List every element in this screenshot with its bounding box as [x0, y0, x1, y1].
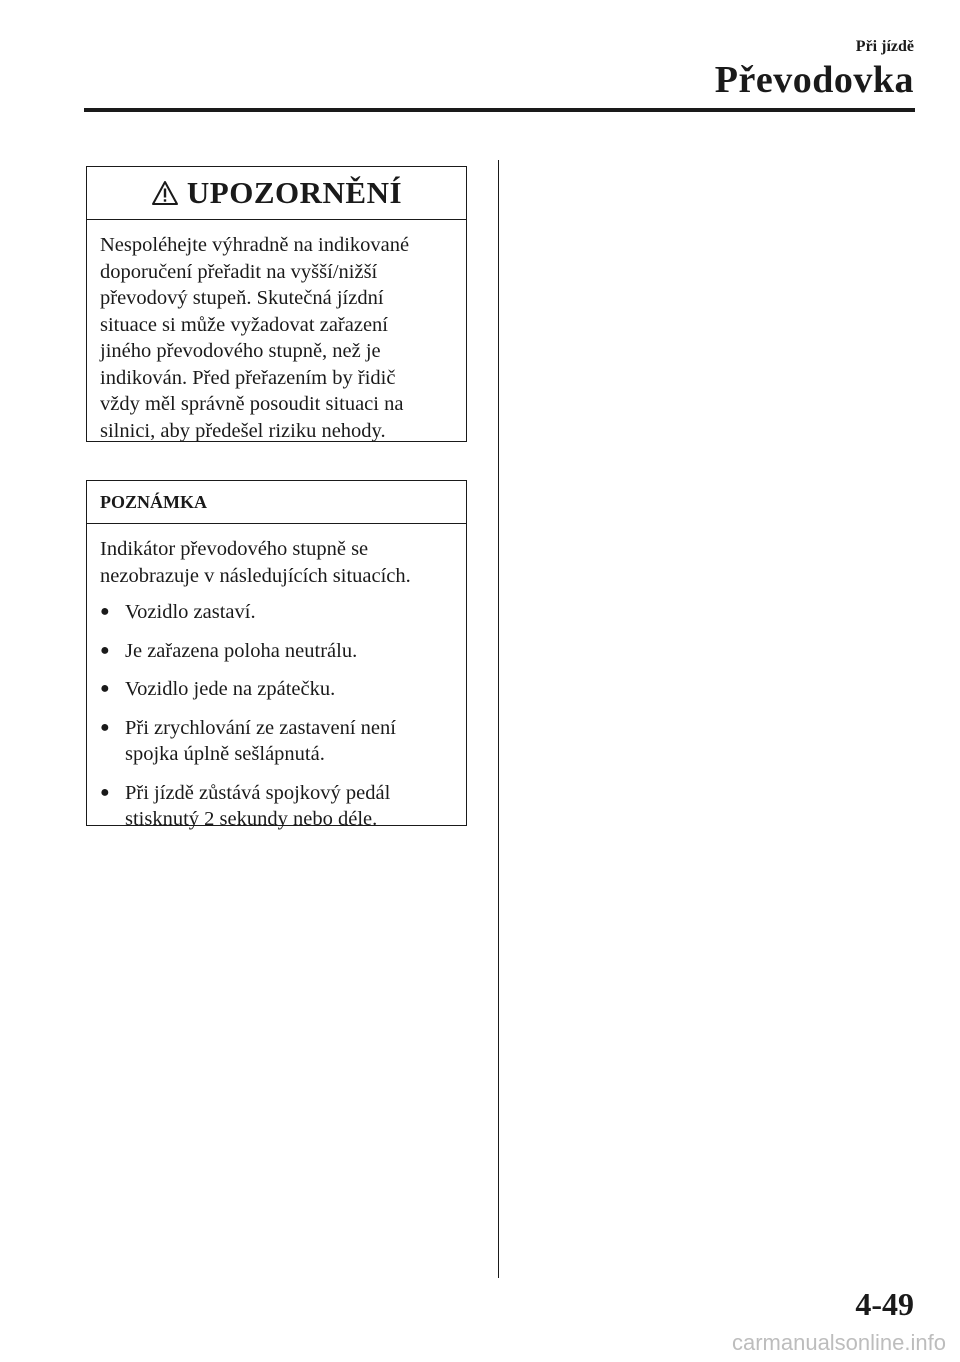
list-item-text [125, 780, 390, 833]
list-item-text [125, 599, 256, 626]
warning-text-line: jiného převodového stupně, než je [100, 340, 381, 362]
bullet-icon: ● [100, 680, 110, 697]
warning-text-line: Nespoléhejte výhradně na indikované [100, 234, 410, 256]
list-item [100, 638, 454, 665]
list-item-line: Vozidlo zastaví. [125, 601, 256, 623]
warning-text [87, 220, 466, 444]
list-item-line: Při zrychlování ze zastavení není [125, 716, 396, 739]
warning-header [87, 167, 466, 220]
warning-text-line: situace si může vyžadovat zařazení [100, 313, 388, 336]
list-item-line: Vozidlo jede na zpátečku. [125, 678, 336, 700]
section-title: Při jízdě [855, 38, 914, 55]
column-divider [498, 160, 499, 1278]
note-body [87, 524, 466, 833]
warning-box [86, 166, 467, 442]
watermark: carmanualsonline.info [731, 1330, 946, 1355]
warning-text-line: vždy měl správně posoudit situaci na [100, 393, 404, 415]
note-intro [100, 536, 454, 589]
warning-text-line: doporučení přeřadit na vyšší/nižší [100, 260, 378, 283]
list-item-text [125, 715, 396, 768]
bullet-icon: ● [100, 783, 110, 801]
list-item-line: spojka úplně sešlápnutá. [125, 743, 325, 765]
list-item-text [125, 676, 335, 703]
list-item [100, 676, 454, 703]
list-item [100, 780, 454, 833]
page-number: 4-49 [855, 1286, 914, 1322]
list-item-line: stisknutý 2 sekundy nebo déle. [125, 808, 378, 830]
warning-text-line: převodový stupeň. Skutečná jízdní [100, 287, 384, 309]
warning-text-line: indikován. Před přeřazením by řidič [100, 366, 396, 389]
note-title: POZNÁMKA [87, 481, 466, 524]
bullet-icon: ● [100, 603, 110, 620]
header-rule [84, 108, 915, 112]
bullet-icon: ● [100, 641, 110, 659]
list-item [100, 599, 454, 626]
note-box [86, 480, 467, 830]
list-item-line: Při jízdě zůstává spojkový pedál [125, 781, 391, 804]
page-title: Převodovka [714, 59, 914, 101]
list-item [100, 715, 454, 768]
bullet-icon: ● [100, 718, 110, 736]
note-bullet-list [100, 599, 454, 833]
note-intro-line: nezobrazuje v následujících situacích. [100, 564, 411, 587]
warning-text-line: silnici, aby předešel riziku nehody. [100, 419, 386, 442]
warning-triangle-icon [151, 180, 179, 206]
note-intro-line: Indikátor převodového stupně se [100, 538, 369, 560]
list-item-line: Je zařazena poloha neutrálu. [125, 639, 358, 662]
list-item-text [125, 638, 357, 665]
warning-title: UPOZORNĚNÍ [186, 175, 403, 210]
